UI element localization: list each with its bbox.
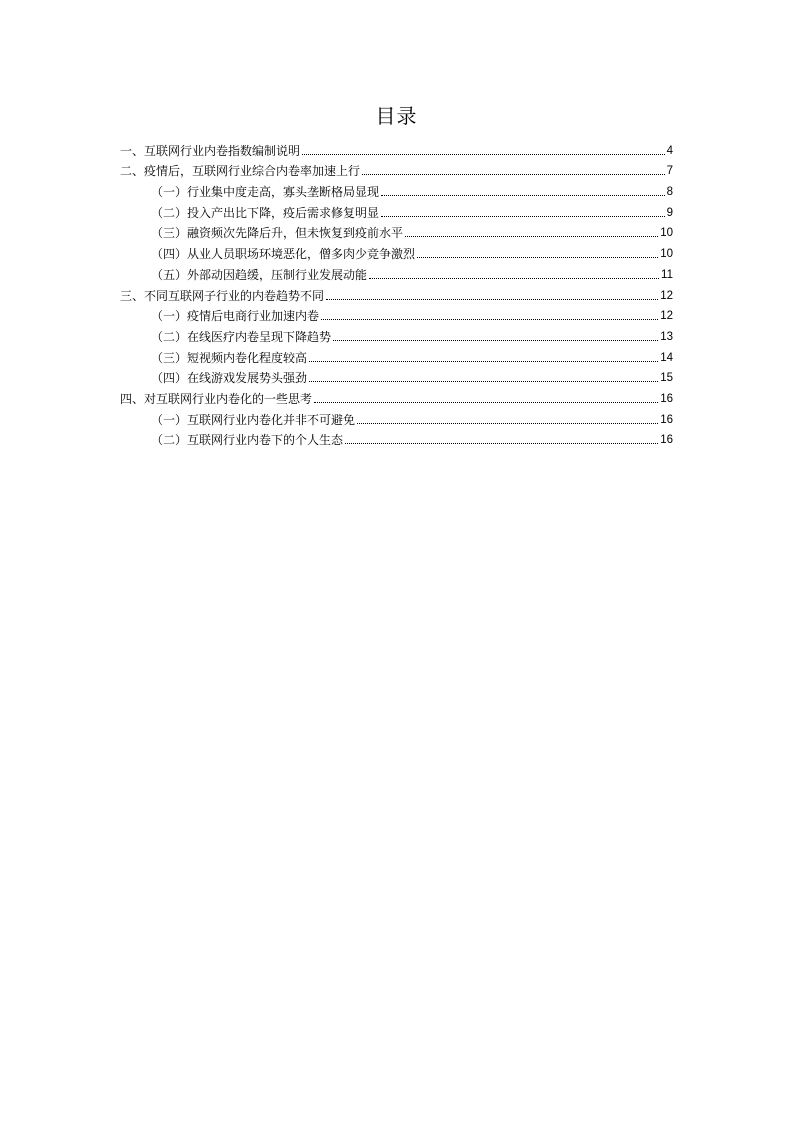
toc-entry[interactable] (120, 138, 673, 159)
toc-page-number: 8 (666, 186, 673, 199)
toc-entry-text: 四、对互联网行业内卷化的一些思考 (120, 391, 313, 406)
toc-list (120, 138, 673, 448)
toc-dot-leader (309, 361, 658, 362)
toc-entry-text: （一）疫情后电商行业加速内卷 (151, 309, 320, 324)
toc-page-number: 9 (666, 206, 673, 219)
toc-entry[interactable] (120, 159, 673, 180)
toc-page-number: 12 (660, 310, 673, 323)
toc-page-number: 10 (660, 248, 673, 261)
toc-page-number: 13 (660, 330, 673, 343)
toc-page-number: 16 (660, 413, 673, 426)
toc-dot-leader (405, 236, 658, 237)
toc-dot-leader (362, 174, 665, 175)
toc-dot-leader (333, 340, 658, 341)
toc-entry[interactable] (120, 386, 673, 407)
toc-dot-leader (381, 195, 665, 196)
toc-entry[interactable] (120, 407, 673, 428)
toc-entry[interactable] (120, 241, 673, 262)
toc-entry-text: （四）从业人员职场环境恶化，僧多肉少竞争激烈 (151, 247, 416, 262)
toc-dot-leader (321, 319, 658, 320)
toc-entry-text: （三）融资频次先降后升，但未恢复到疫前水平 (151, 226, 404, 241)
toc-page-number: 16 (660, 434, 673, 447)
toc-dot-leader (357, 423, 658, 424)
toc-dot-leader (417, 257, 658, 258)
toc-page-number: 7 (666, 165, 673, 178)
toc-entry[interactable] (120, 345, 673, 366)
toc-entry-text: 二、疫情后，互联网行业综合内卷率加速上行 (120, 164, 361, 179)
toc-page-number: 11 (661, 268, 673, 281)
toc-dot-leader (369, 278, 659, 279)
toc-entry[interactable] (120, 366, 673, 387)
toc-entry-text: 一、互联网行业内卷指数编制说明 (120, 143, 301, 158)
toc-dot-leader (309, 381, 658, 382)
toc-page-number: 4 (666, 144, 673, 157)
toc-dot-leader (326, 299, 658, 300)
toc-entry[interactable] (120, 324, 673, 345)
toc-dot-leader (314, 402, 658, 403)
toc-entry-text: （五）外部动因趋缓，压制行业发展动能 (151, 267, 368, 282)
toc-page-number: 12 (660, 289, 673, 302)
toc-page-number: 14 (660, 351, 673, 364)
toc-page-number: 16 (660, 392, 673, 405)
toc-entry[interactable] (120, 304, 673, 325)
toc-dot-leader (381, 216, 665, 217)
toc-entry[interactable] (120, 221, 673, 242)
toc-title: 目录 (375, 104, 418, 128)
toc-entry-text: （二）在线医疗内卷呈现下降趋势 (151, 329, 332, 344)
toc-dot-leader (302, 154, 665, 155)
toc-entry[interactable] (120, 428, 673, 449)
toc-entry[interactable] (120, 262, 673, 283)
toc-page-number: 10 (660, 227, 673, 240)
toc-entry-text: （一）行业集中度走高，寡头垄断格局显现 (151, 185, 380, 200)
toc-entry-text: （一）互联网行业内卷化并非不可避免 (151, 412, 356, 427)
toc-page-number: 15 (660, 372, 673, 385)
toc-entry-text: （四）在线游戏发展势头强劲 (151, 371, 308, 386)
toc-entry-text: （二）互联网行业内卷下的个人生态 (151, 433, 344, 448)
toc-entry[interactable] (120, 283, 673, 304)
toc-entry[interactable] (120, 200, 673, 221)
toc-entry-text: 三、不同互联网子行业的内卷趋势不同 (120, 288, 325, 303)
toc-entry[interactable] (120, 179, 673, 200)
toc-entry-text: （三）短视频内卷化程度较高 (151, 350, 308, 365)
toc-dot-leader (345, 443, 658, 444)
toc-entry-text: （二）投入产出比下降，疫后需求修复明显 (151, 205, 380, 220)
